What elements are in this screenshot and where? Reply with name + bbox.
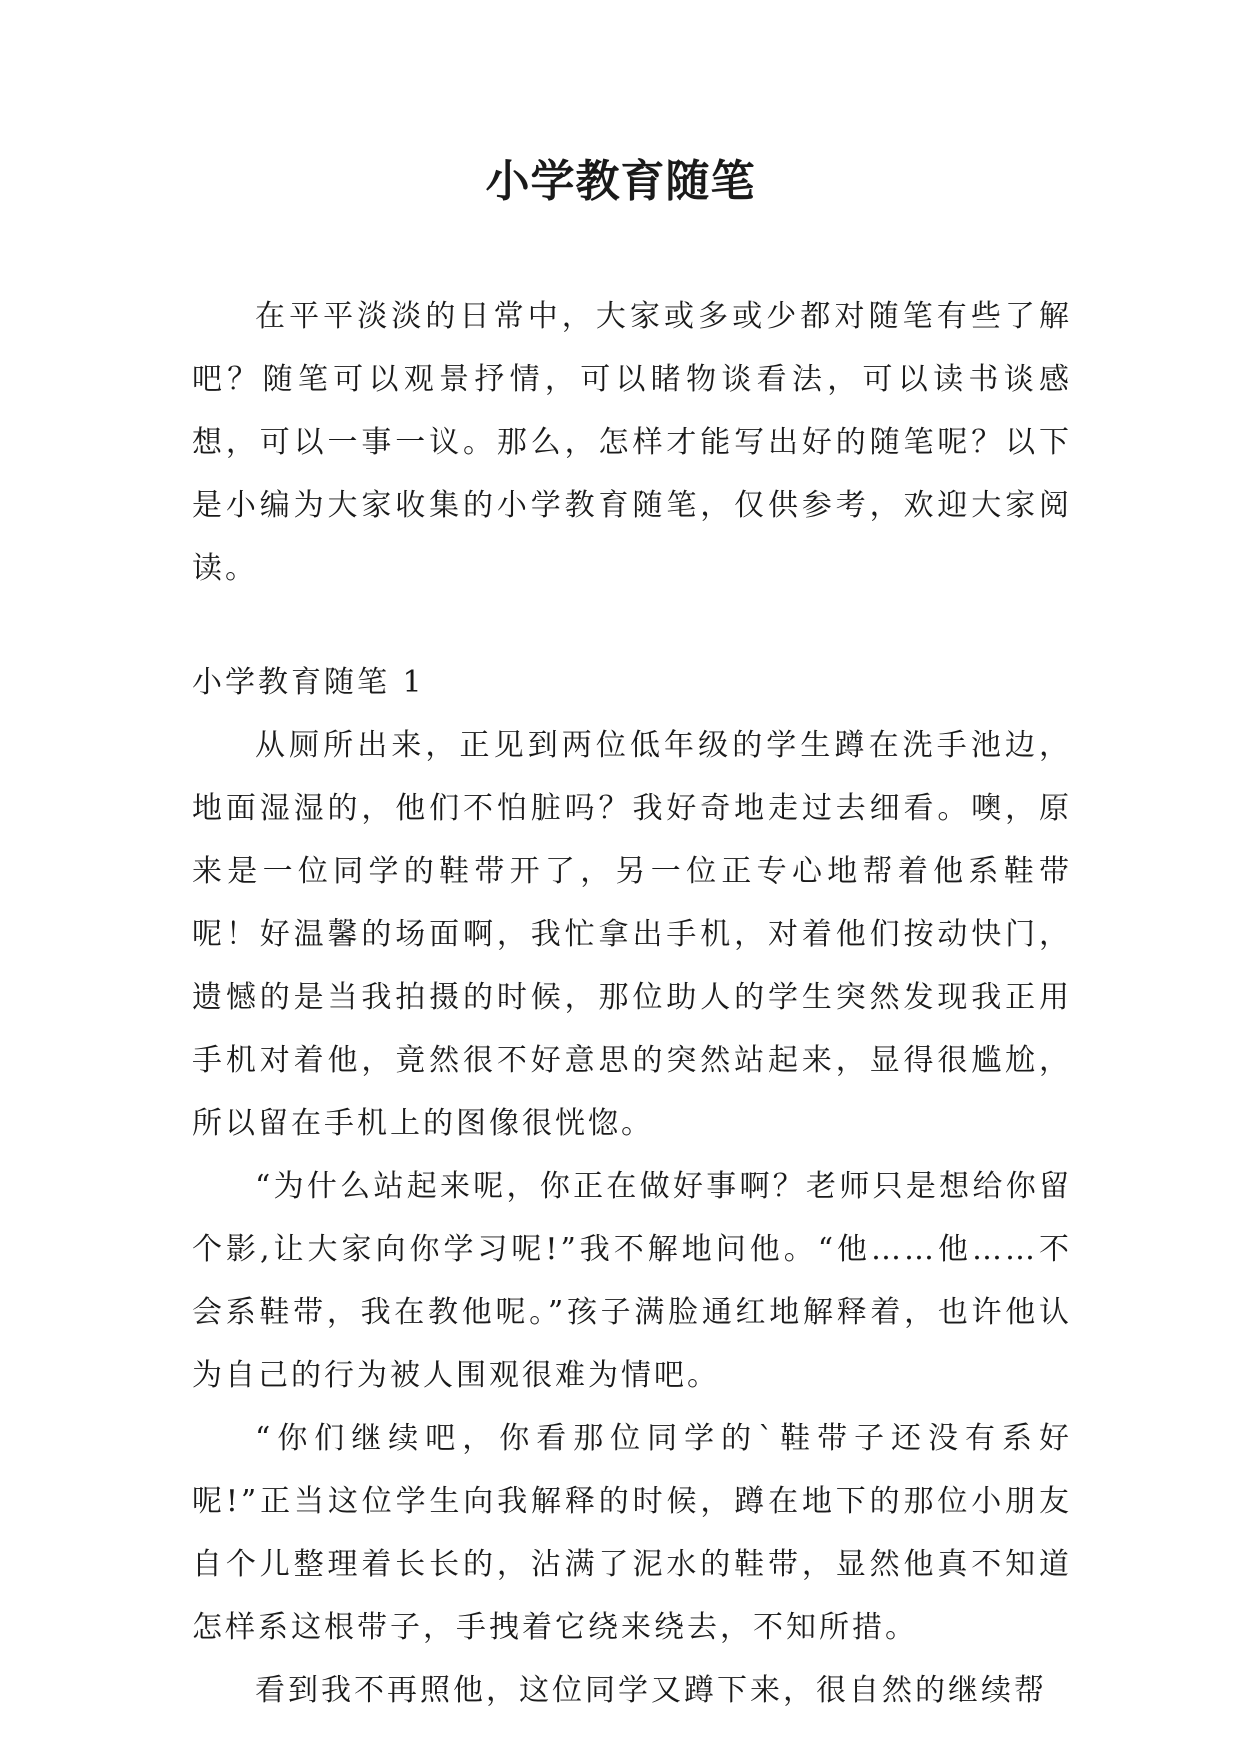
body-paragraph: “你们继续吧，你看那位同学的`鞋带子还没有系好呢!”正当这位学生向我解释的时候，蹲在地下的那位小朋友自个儿整理着长长的，沾满了泥水的鞋带，显然他真不知道怎样系这根带子，手拽着它绕来绕去，不知所措。 <box>192 1421 1072 1645</box>
body-paragraph: “为什么站起来呢，你正在做好事啊？老师只是想给你留个影,让大家向你学习呢!”我不解地问他。“他……他……不会系鞋带，我在教他呢。”孩子满脸通红地解释着，也许他认为自己的行为被人围观很难为情吧。 <box>192 1169 1072 1393</box>
section-heading: 小学教育随笔 1 <box>192 665 425 700</box>
document-body <box>192 285 1072 1722</box>
intro-paragraph: 在平平淡淡的日常中，大家或多或少都对随笔有些了解吧？随笔可以观景抒情，可以睹物谈看法，可以读书谈感想，可以一事一议。那么，怎样才能写出好的随笔呢？以下是小编为大家收集的小学教育随笔，仅供参考，欢迎大家阅读。 <box>192 299 1072 586</box>
body-paragraph: 看到我不再照他，这位同学又蹲下来，很自然的继续帮 <box>255 1673 1047 1708</box>
body-paragraph: 从厕所出来，正见到两位低年级的学生蹲在洗手池边，地面湿湿的，他们不怕脏吗？我好奇地走过去细看。噢，原来是一位同学的鞋带开了，另一位正专心地帮着他系鞋带呢！好温馨的场面啊，我忙拿出手机，对着他们按动快门，遗憾的是当我拍摄的时候，那位助人的学生突然发现我正用手机对着他，竟然很不好意思的突然站起来，显得很尴尬，所以留在手机上的图像很恍惚。 <box>192 728 1072 1141</box>
document-title: 小学教育随笔 <box>485 156 756 207</box>
